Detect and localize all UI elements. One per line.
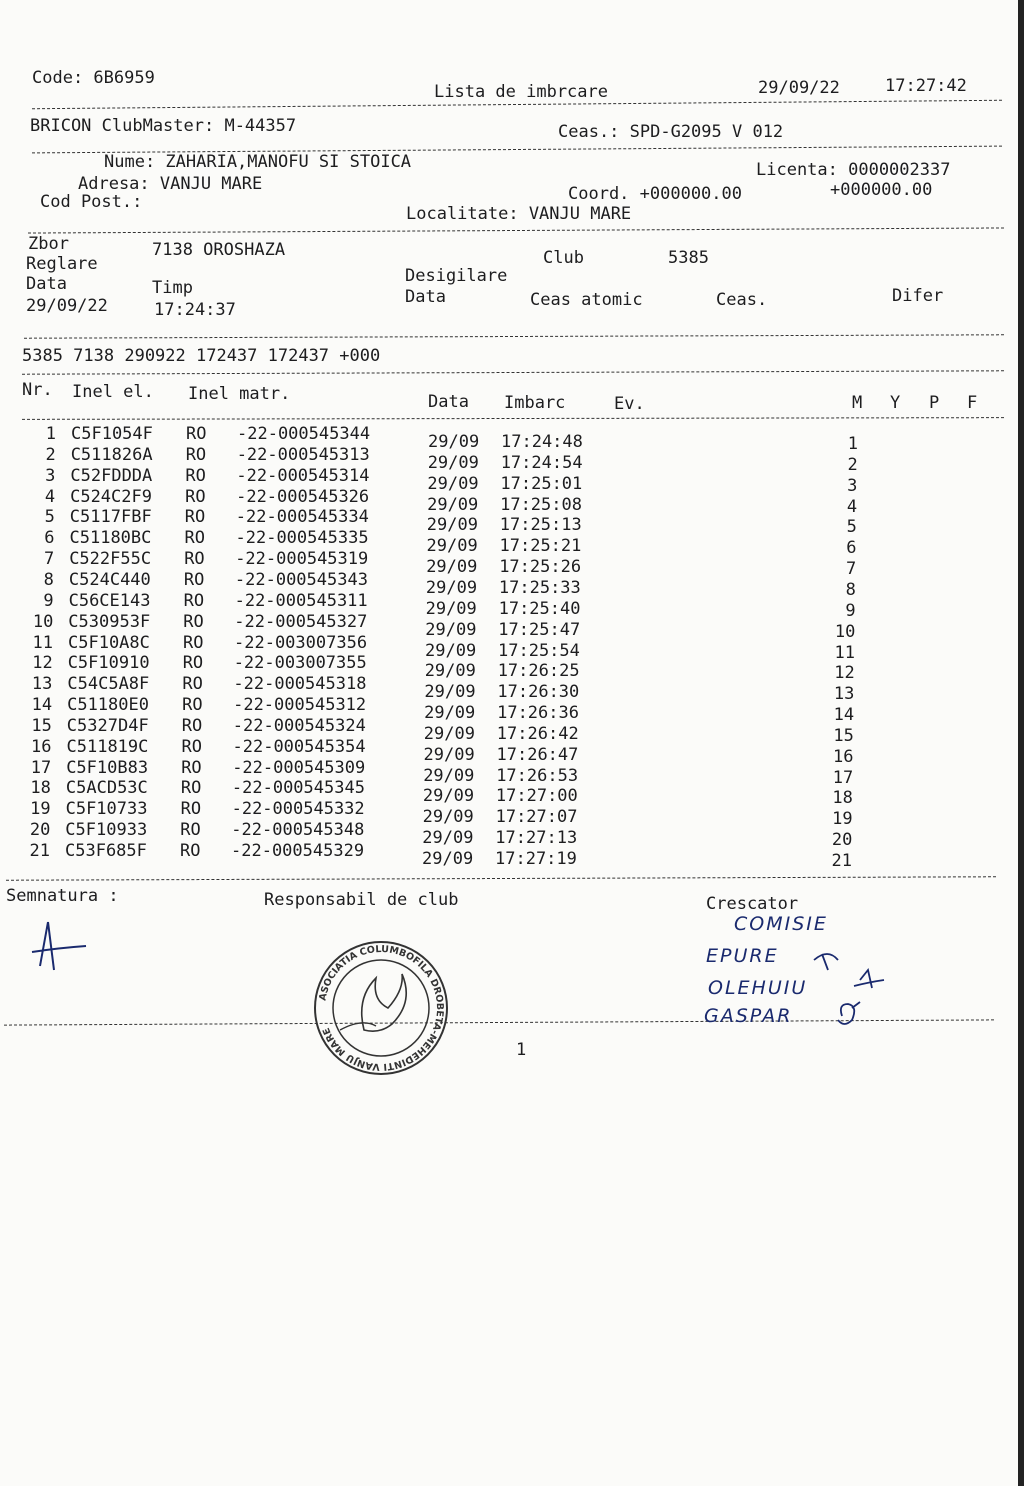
position-m: 9	[845, 600, 856, 621]
arrival-time: 17:25:21	[499, 536, 582, 557]
electronic-ring: C5ACD53C	[65, 778, 148, 799]
electronic-ring: C51180BC	[69, 528, 152, 549]
arrival-date: 29/09	[424, 703, 476, 724]
arrival-time: 17:25:54	[498, 640, 580, 661]
row-number: 13	[31, 674, 53, 695]
table-row	[0, 841, 1024, 871]
arrival-time: 17:26:25	[497, 661, 580, 682]
handwritten-line-2: EPURE	[706, 945, 779, 967]
table-row	[0, 632, 1024, 663]
code-label: Code: 6B6959	[32, 68, 155, 88]
country-code: RO	[181, 736, 202, 757]
club-label: Club	[543, 248, 584, 268]
position-m: 14	[833, 705, 855, 726]
arrival-date: 29/09	[423, 744, 475, 765]
table-row	[0, 736, 1024, 767]
table-row	[0, 611, 1024, 642]
registration-ring: -22-000545314	[236, 465, 370, 486]
unsealing-date-label: Data	[405, 287, 446, 307]
country-code: RO	[184, 507, 206, 528]
table-row	[0, 444, 1024, 475]
handwritten-line-3: OLEHUIU	[708, 977, 808, 999]
header-date: 29/09/22	[758, 78, 840, 98]
country-code: RO	[182, 674, 203, 695]
col-f: F	[967, 393, 978, 413]
electronic-ring: C5327D4F	[66, 715, 149, 736]
row-number: 12	[32, 653, 53, 674]
registration-ring: -22-000545319	[235, 549, 369, 570]
registration-ring: -22-000545311	[234, 590, 368, 611]
flight-time: 17:24:37	[154, 300, 236, 320]
registration-ring: -22-000545312	[233, 695, 367, 716]
registration-ring: -22-000545332	[231, 799, 365, 820]
electronic-ring: C5117FBF	[69, 507, 152, 528]
country-code: RO	[184, 549, 205, 570]
col-inel-el: Inel el.	[72, 382, 154, 402]
flight-date: 29/09/22	[26, 296, 108, 316]
position-m: 3	[847, 475, 858, 496]
country-code: RO	[184, 528, 205, 549]
arrival-time: 17:26:53	[496, 765, 579, 786]
position-m: 11	[834, 642, 855, 663]
flight-value: 7138 OROSHAZA	[152, 240, 286, 260]
table-row	[0, 653, 1024, 684]
arrival-time: 17:24:48	[501, 432, 583, 452]
row-number: 7	[43, 549, 55, 570]
arrival-date: 29/09	[426, 557, 478, 578]
arrival-date: 29/09	[427, 452, 479, 473]
arrival-time: 17:27:13	[495, 828, 578, 849]
row-number: 4	[44, 486, 56, 507]
row-number: 17	[30, 757, 52, 778]
arrival-time: 17:25:13	[499, 515, 582, 536]
position-m: 19	[832, 809, 853, 830]
row-number: 20	[29, 820, 51, 841]
row-number: 18	[30, 778, 51, 799]
electronic-ring: C5F10933	[65, 820, 148, 841]
arrival-date: 29/09	[428, 432, 480, 452]
registration-ring: -22-000545318	[233, 674, 367, 695]
electronic-ring: C53F685F	[65, 841, 147, 861]
row-number: 19	[30, 799, 51, 820]
registration-ring: -22-000545327	[234, 611, 368, 632]
country-code: RO	[180, 778, 202, 799]
locality: Localitate: VANJU MARE	[406, 204, 632, 224]
position-m: 13	[833, 684, 855, 705]
handwritten-initials	[808, 944, 888, 1034]
electronic-ring: C511819C	[66, 736, 149, 757]
arrival-time: 17:25:08	[500, 494, 582, 515]
row-number: 10	[32, 611, 54, 632]
stamp-ring-text: ASOCIATIA COLUMBOFILA DROBETA-MEHEDINTI VANJU MARE	[317, 943, 446, 1073]
arrival-date: 29/09	[423, 723, 475, 744]
signature-mark	[28, 918, 98, 978]
postal-code-label: Cod Post.:	[40, 192, 143, 212]
electronic-ring: C5F10910	[67, 653, 150, 674]
arrival-date: 29/09	[422, 786, 475, 807]
col-inel-matr: Inel matr.	[188, 384, 291, 404]
arrival-date: 29/09	[426, 515, 478, 536]
table-row	[0, 528, 1024, 559]
divider	[22, 417, 1004, 420]
electronic-ring: C5F10B83	[66, 757, 149, 778]
position-m: 12	[834, 663, 855, 684]
electronic-ring: C51180E0	[67, 695, 149, 716]
arrival-date: 29/09	[422, 849, 474, 869]
electronic-ring: C530953F	[68, 611, 151, 632]
signature-label: Semnatura :	[6, 886, 119, 906]
arrival-date: 29/09	[427, 494, 479, 515]
electronic-ring: C522F55C	[69, 549, 152, 570]
row-number: 3	[45, 465, 56, 486]
country-code: RO	[186, 424, 207, 444]
table-row	[0, 778, 1024, 809]
col-p: P	[929, 393, 940, 413]
page-number: 1	[516, 1040, 527, 1060]
row-number: 15	[31, 715, 52, 736]
country-code: RO	[182, 695, 203, 716]
arrival-time: 17:25:40	[498, 598, 581, 619]
table-row	[0, 757, 1024, 788]
electronic-ring: C5F1054F	[71, 424, 153, 444]
arrival-time: 17:24:54	[500, 452, 583, 473]
handwritten-line-1: COMISIE	[734, 913, 828, 935]
position-m: 20	[831, 830, 853, 851]
unsealing-label: Desigilare	[405, 266, 508, 286]
row-number: 1	[45, 424, 56, 444]
col-data: Data	[428, 392, 469, 412]
arrival-date: 29/09	[423, 765, 475, 786]
position-m: 2	[847, 454, 858, 475]
table-row	[0, 569, 1024, 600]
registration-ring: -22-000545309	[232, 757, 366, 778]
divider	[28, 227, 1004, 233]
table-row	[0, 486, 1024, 517]
table-row	[0, 674, 1024, 705]
country-code: RO	[183, 611, 204, 632]
position-m: 4	[846, 496, 858, 517]
arrival-time: 17:27:07	[495, 807, 578, 828]
arrival-time: 17:25:47	[498, 619, 581, 640]
electronic-ring: C5F10733	[65, 799, 148, 820]
row-number: 11	[32, 632, 53, 653]
table-row	[0, 507, 1024, 538]
document-title: Lista de imbrcare	[434, 82, 608, 102]
country-code: RO	[182, 653, 204, 674]
position-m: 5	[846, 517, 857, 538]
licence-number: Licenta: 0000002337	[756, 160, 951, 180]
club-stamp	[306, 938, 456, 1078]
clock-label: Ceas.	[716, 290, 768, 310]
arrival-time: 17:25:26	[499, 557, 582, 578]
club-responsible-label: Responsabil de club	[264, 890, 459, 910]
difference-label: Difer	[892, 286, 944, 306]
country-code: RO	[181, 757, 202, 778]
registration-ring: -22-000545344	[237, 424, 371, 444]
electronic-ring: C54C5A8F	[67, 674, 150, 695]
arrival-date: 29/09	[426, 536, 478, 557]
country-code: RO	[181, 715, 203, 736]
time-label: Timp	[152, 278, 193, 298]
registration-ring: -22-000545354	[232, 736, 366, 757]
header-time: 17:27:42	[885, 76, 967, 96]
owner-name: Nume: ZAHARIA,MANOFU SI STOICA	[104, 152, 412, 172]
breeder-label: Crescator	[706, 894, 799, 914]
country-code: RO	[185, 486, 206, 507]
divider	[24, 334, 1004, 338]
arrival-date: 29/09	[422, 807, 474, 828]
arrival-date: 29/09	[425, 598, 477, 619]
position-m: 1	[847, 434, 858, 454]
registration-ring: -22-000545324	[232, 715, 366, 736]
electronic-ring: C56CE143	[68, 590, 151, 611]
electronic-ring: C524C440	[68, 569, 151, 590]
divider	[6, 876, 996, 880]
registration-ring: -22-003007356	[234, 632, 368, 653]
arrival-time: 17:26:42	[496, 723, 579, 744]
row-number: 9	[43, 590, 54, 611]
position-m: 15	[833, 725, 854, 746]
registration-ring: -22-000545329	[231, 841, 365, 861]
registration-ring: -22-000545313	[236, 444, 370, 465]
row-number: 14	[31, 695, 53, 716]
electronic-ring: C511826A	[70, 444, 153, 465]
country-code: RO	[183, 632, 204, 653]
ceas-label: Ceas.: SPD-G2095 V 012	[558, 122, 784, 142]
position-m: 10	[834, 621, 856, 642]
arrival-date: 29/09	[424, 661, 476, 682]
row-number: 16	[31, 736, 52, 757]
flight-label: Zbor	[28, 234, 69, 254]
row-number: 8	[43, 569, 54, 590]
club-value: 5385	[668, 248, 709, 268]
arrival-date: 29/09	[427, 473, 479, 494]
row-number: 2	[45, 444, 56, 465]
country-code: RO	[183, 569, 205, 590]
registration-ring: -22-000545348	[231, 820, 365, 841]
position-m: 17	[832, 767, 854, 788]
row-number: 5	[44, 507, 55, 528]
position-m: 6	[846, 538, 857, 559]
arrival-time: 17:25:33	[498, 577, 581, 598]
registration-ring: -22-003007355	[233, 653, 367, 674]
arrival-time: 17:27:19	[495, 849, 577, 869]
electronic-ring: C524C2F9	[70, 486, 152, 507]
table-row	[0, 590, 1024, 621]
arrival-date: 29/09	[425, 619, 477, 640]
position-m: 21	[831, 851, 852, 871]
country-code: RO	[183, 590, 205, 611]
arrival-date: 29/09	[424, 682, 476, 703]
registration-ring: -22-000545345	[231, 778, 365, 799]
svg-text:ASOCIATIA COLUMBOFILA DROBETA-	[317, 944, 445, 1072]
arrival-date: 29/09	[425, 577, 478, 598]
divider	[22, 370, 1004, 374]
arrival-time: 17:27:00	[495, 786, 578, 807]
clubmaster-label: BRICON ClubMaster: M-44357	[30, 116, 297, 136]
registration-ring: -22-000545335	[235, 528, 369, 549]
col-imbarc: Imbarc	[504, 393, 566, 413]
arrival-time: 17:26:36	[497, 703, 579, 724]
country-code: RO	[185, 465, 206, 486]
arrival-date: 29/09	[425, 640, 477, 661]
table-row	[0, 424, 1024, 454]
atomic-clock-label: Ceas atomic	[530, 290, 643, 310]
registration-ring: -22-000545343	[234, 569, 368, 590]
adjustment-label: Reglare	[26, 254, 98, 274]
arrival-time: 17:26:47	[496, 744, 579, 765]
owner-address: Adresa: VANJU MARE	[78, 174, 263, 194]
col-y: Y	[890, 393, 901, 413]
date-label: Data	[26, 274, 67, 294]
electronic-ring: C52FDDDA	[70, 465, 153, 486]
position-m: 16	[833, 746, 854, 767]
flight-summary-line: 5385 7138 290922 172437 172437 +000	[22, 346, 381, 366]
registration-ring: -22-000545334	[235, 507, 369, 528]
registration-ring: -22-000545326	[236, 486, 370, 507]
col-m: M	[852, 393, 863, 413]
arrival-time: 17:26:30	[497, 682, 580, 703]
arrival-date: 29/09	[422, 828, 474, 849]
position-m: 8	[845, 579, 856, 600]
country-code: RO	[180, 799, 202, 820]
country-code: RO	[185, 444, 207, 465]
table-row	[0, 465, 1024, 496]
country-code: RO	[180, 841, 201, 861]
country-code: RO	[180, 820, 201, 841]
col-ev: Ev.	[614, 394, 645, 414]
table-row	[0, 799, 1024, 830]
position-m: 7	[845, 559, 857, 580]
arrival-time: 17:25:01	[500, 473, 583, 494]
row-number: 21	[29, 841, 50, 861]
col-nr: Nr.	[22, 380, 53, 400]
position-m: 18	[832, 788, 853, 809]
coord-2: +000000.00	[830, 180, 933, 200]
electronic-ring: C5F10A8C	[68, 632, 150, 653]
handwritten-line-4: GASPAR	[704, 1005, 793, 1027]
row-number: 6	[44, 528, 55, 549]
coord-1: Coord. +000000.00	[568, 184, 742, 204]
